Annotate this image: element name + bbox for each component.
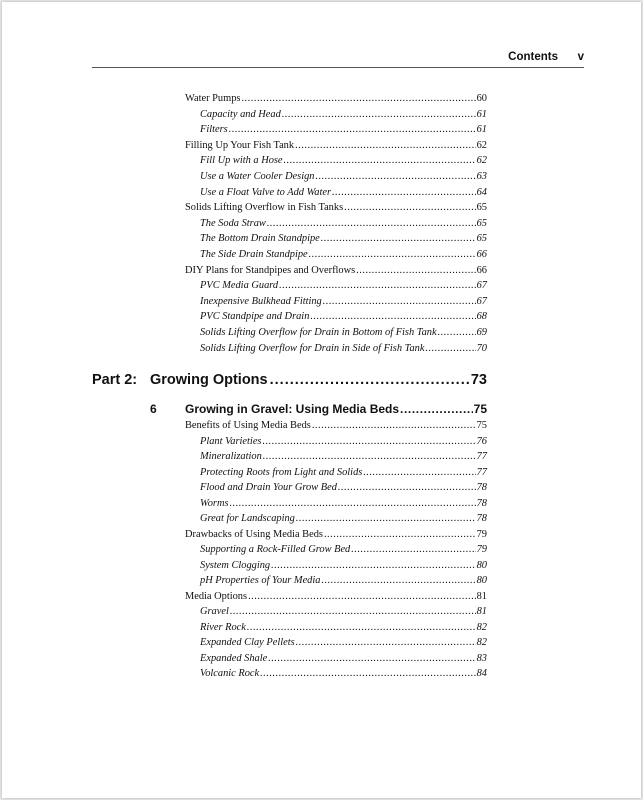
- entry-label: pH Properties of Your Media: [200, 575, 321, 586]
- toc-subsection-entry: [200, 327, 487, 342]
- toc-section-entry: [185, 93, 487, 108]
- toc-subsection-entry: [200, 451, 487, 466]
- toc-subsection-entry: [200, 668, 487, 683]
- leader-dots: [247, 622, 476, 633]
- entry-label: Water Pumps: [185, 93, 241, 104]
- entry-page-number: 66: [476, 249, 487, 260]
- leader-dots: [438, 327, 476, 338]
- leader-dots: [296, 637, 476, 648]
- entry-label: Great for Landscaping: [200, 513, 295, 524]
- entry-page-number: 62: [476, 155, 487, 167]
- entry-page-number: 63: [476, 171, 487, 182]
- entry-page-number: 79: [476, 528, 487, 540]
- toc-section-entry: [185, 202, 487, 217]
- entry-label: River Rock: [200, 621, 246, 633]
- entry-page-number: 67: [476, 280, 487, 292]
- entry-page-number: 68: [476, 311, 487, 323]
- header-page-number: v: [577, 51, 584, 63]
- leader-dots: [356, 265, 475, 276]
- toc-subsection-entry: [200, 436, 487, 451]
- leader-dots: [279, 280, 475, 291]
- toc-subsection-entry: [200, 513, 487, 528]
- leader-dots: [324, 529, 476, 540]
- entry-label: Gravel: [200, 606, 229, 617]
- toc-subsection-entry: [200, 311, 487, 326]
- toc-subsection-entry: [200, 637, 487, 652]
- entry-page-number: 83: [476, 652, 487, 664]
- toc-subsection-entry: [200, 109, 487, 124]
- entry-page-number: 77: [476, 451, 487, 462]
- entry-label: Solids Lifting Overflow for Drain in Bottom of Fish Tank: [200, 327, 437, 338]
- leader-dots: [230, 606, 476, 617]
- leader-dots: [241, 93, 475, 104]
- entry-page-number: 75: [476, 420, 487, 431]
- entry-label: Protecting Roots from Light and Solids: [200, 466, 363, 478]
- entry-label: Volcanic Rock: [200, 668, 260, 679]
- leader-dots: [338, 482, 476, 493]
- leader-dots: [351, 544, 475, 555]
- toc-subsection-entry: [200, 575, 487, 590]
- entry-page-number: 78: [476, 497, 487, 509]
- entry-page-number: 65: [476, 202, 487, 214]
- part-heading: [92, 372, 487, 392]
- leader-dots: [268, 653, 475, 664]
- entry-page-number: 69: [476, 327, 487, 338]
- toc-subsection-entry: [200, 155, 487, 170]
- chapter-page-number: 75: [473, 402, 487, 416]
- entry-label: Expanded Clay Pellets: [200, 637, 295, 648]
- toc-subsection-entry: [200, 544, 487, 559]
- entry-label: Worms: [200, 497, 229, 509]
- leader-dots: [312, 420, 476, 431]
- chapter-number: 6: [150, 402, 157, 416]
- leader-dots: [260, 668, 475, 679]
- entry-page-number: 65: [476, 233, 487, 245]
- entry-label: Mineralization: [200, 451, 262, 462]
- leader-dots: [344, 202, 475, 213]
- leader-dots: [229, 124, 476, 135]
- toc-subsection-entry: [200, 482, 487, 497]
- leader-dots: [295, 140, 476, 151]
- leader-dots: [310, 311, 475, 322]
- entry-label: Capacity and Head: [200, 108, 281, 120]
- entry-page-number: 81: [476, 606, 487, 617]
- leader-dots: [400, 402, 473, 416]
- entry-page-number: 78: [476, 482, 487, 493]
- entry-label: PVC Media Guard: [200, 280, 279, 292]
- entry-page-number: 62: [476, 139, 487, 151]
- entry-label: Expanded Shale: [200, 652, 268, 664]
- header-title: Contents: [508, 51, 558, 63]
- entry-page-number: 65: [476, 217, 487, 229]
- entry-page-number: 64: [476, 186, 487, 198]
- chapter-title: Growing in Gravel: Using Media Beds: [185, 402, 400, 416]
- entry-label: Drawbacks of Using Media Beds: [185, 528, 323, 540]
- running-header: [92, 49, 584, 67]
- chapter-heading: [150, 402, 487, 420]
- toc-subsection-entry: [200, 653, 487, 668]
- header-rule: [92, 67, 584, 68]
- entry-label: The Side Drain Standpipe: [200, 249, 308, 260]
- toc-subsection-entry: [200, 280, 487, 295]
- entry-page-number: 78: [476, 513, 487, 524]
- entry-label: PVC Standpipe and Drain: [200, 311, 310, 323]
- entry-label: DIY Plans for Standpipes and Overflows: [185, 264, 356, 276]
- toc-subsection-entry: [200, 560, 487, 575]
- entry-page-number: 81: [476, 590, 487, 602]
- part-label: Part 2:: [92, 372, 138, 388]
- entry-page-number: 82: [476, 637, 487, 648]
- entry-page-number: 80: [476, 575, 487, 586]
- entry-page-number: 84: [476, 668, 487, 679]
- toc-subsection-entry: [200, 187, 487, 202]
- entry-page-number: 80: [476, 559, 487, 571]
- leader-dots: [271, 560, 475, 571]
- entry-label: Use a Water Cooler Design: [200, 171, 315, 182]
- entry-label: Flood and Drain Your Grow Bed: [200, 482, 337, 493]
- leader-dots: [267, 218, 476, 229]
- leader-dots: [282, 109, 476, 120]
- entry-page-number: 66: [476, 264, 487, 276]
- entry-label: Use a Float Valve to Add Water: [200, 186, 332, 198]
- toc-subsection-entry: [200, 218, 487, 233]
- entry-page-number: 60: [476, 93, 487, 104]
- toc-subsection-entry: [200, 622, 487, 637]
- entry-label: Media Options: [185, 590, 248, 602]
- leader-dots: [323, 296, 476, 307]
- document-page: [2, 2, 641, 798]
- entry-page-number: 70: [476, 342, 487, 354]
- toc-subsection-entry: [200, 343, 487, 358]
- entry-page-number: 77: [476, 466, 487, 478]
- leader-dots: [230, 498, 476, 509]
- leader-dots: [296, 513, 476, 524]
- leader-dots: [363, 467, 475, 478]
- toc-subsection-entry: [200, 249, 487, 264]
- leader-dots: [263, 451, 476, 462]
- leader-dots: [284, 155, 476, 166]
- leader-dots: [262, 436, 475, 447]
- toc-section-entry: [185, 591, 487, 606]
- leader-dots: [248, 591, 476, 602]
- entry-label: Fill Up with a Hose: [200, 155, 283, 167]
- toc-subsection-entry: [200, 606, 487, 621]
- toc-subsection-entry: [200, 498, 487, 513]
- leader-dots: [321, 233, 476, 244]
- entry-label: Solids Lifting Overflow in Fish Tanks: [185, 202, 344, 214]
- entry-page-number: 61: [476, 124, 487, 136]
- entry-label: Filters: [200, 124, 228, 136]
- entry-label: System Clogging: [200, 559, 271, 571]
- toc-subsection-entry: [200, 171, 487, 186]
- toc-section-entry: [185, 529, 487, 544]
- entry-page-number: 76: [476, 435, 487, 447]
- entry-label: The Bottom Drain Standpipe: [200, 233, 320, 245]
- entry-label: Inexpensive Bulkhead Fitting: [200, 295, 322, 307]
- toc-section-entry: [185, 140, 487, 155]
- entry-page-number: 82: [476, 621, 487, 633]
- entry-label: The Soda Straw: [200, 217, 266, 229]
- leader-dots: [425, 343, 475, 354]
- entry-label: Solids Lifting Overflow for Drain in Side of Fish Tank: [200, 342, 425, 354]
- toc-subsection-entry: [200, 467, 487, 482]
- toc-section-entry: [185, 265, 487, 280]
- entry-page-number: 67: [476, 295, 487, 307]
- entry-page-number: 79: [476, 544, 487, 555]
- part-page-number: 73: [470, 372, 487, 388]
- entry-label: Filling Up Your Fish Tank: [185, 139, 295, 151]
- entry-label: Plant Varieties: [200, 435, 262, 447]
- leader-dots: [315, 171, 475, 182]
- toc-section-entry: [185, 420, 487, 435]
- leader-dots: [321, 575, 475, 586]
- leader-dots: [332, 187, 476, 198]
- toc-subsection-entry: [200, 233, 487, 248]
- toc-subsection-entry: [200, 124, 487, 139]
- entry-label: Supporting a Rock-Filled Grow Bed: [200, 544, 351, 555]
- leader-dots: [309, 249, 476, 260]
- entry-page-number: 61: [476, 108, 487, 120]
- part-title: Growing Options: [150, 372, 268, 388]
- toc-subsection-entry: [200, 296, 487, 311]
- leader-dots: [270, 372, 469, 388]
- entry-label: Benefits of Using Media Beds: [185, 420, 311, 431]
